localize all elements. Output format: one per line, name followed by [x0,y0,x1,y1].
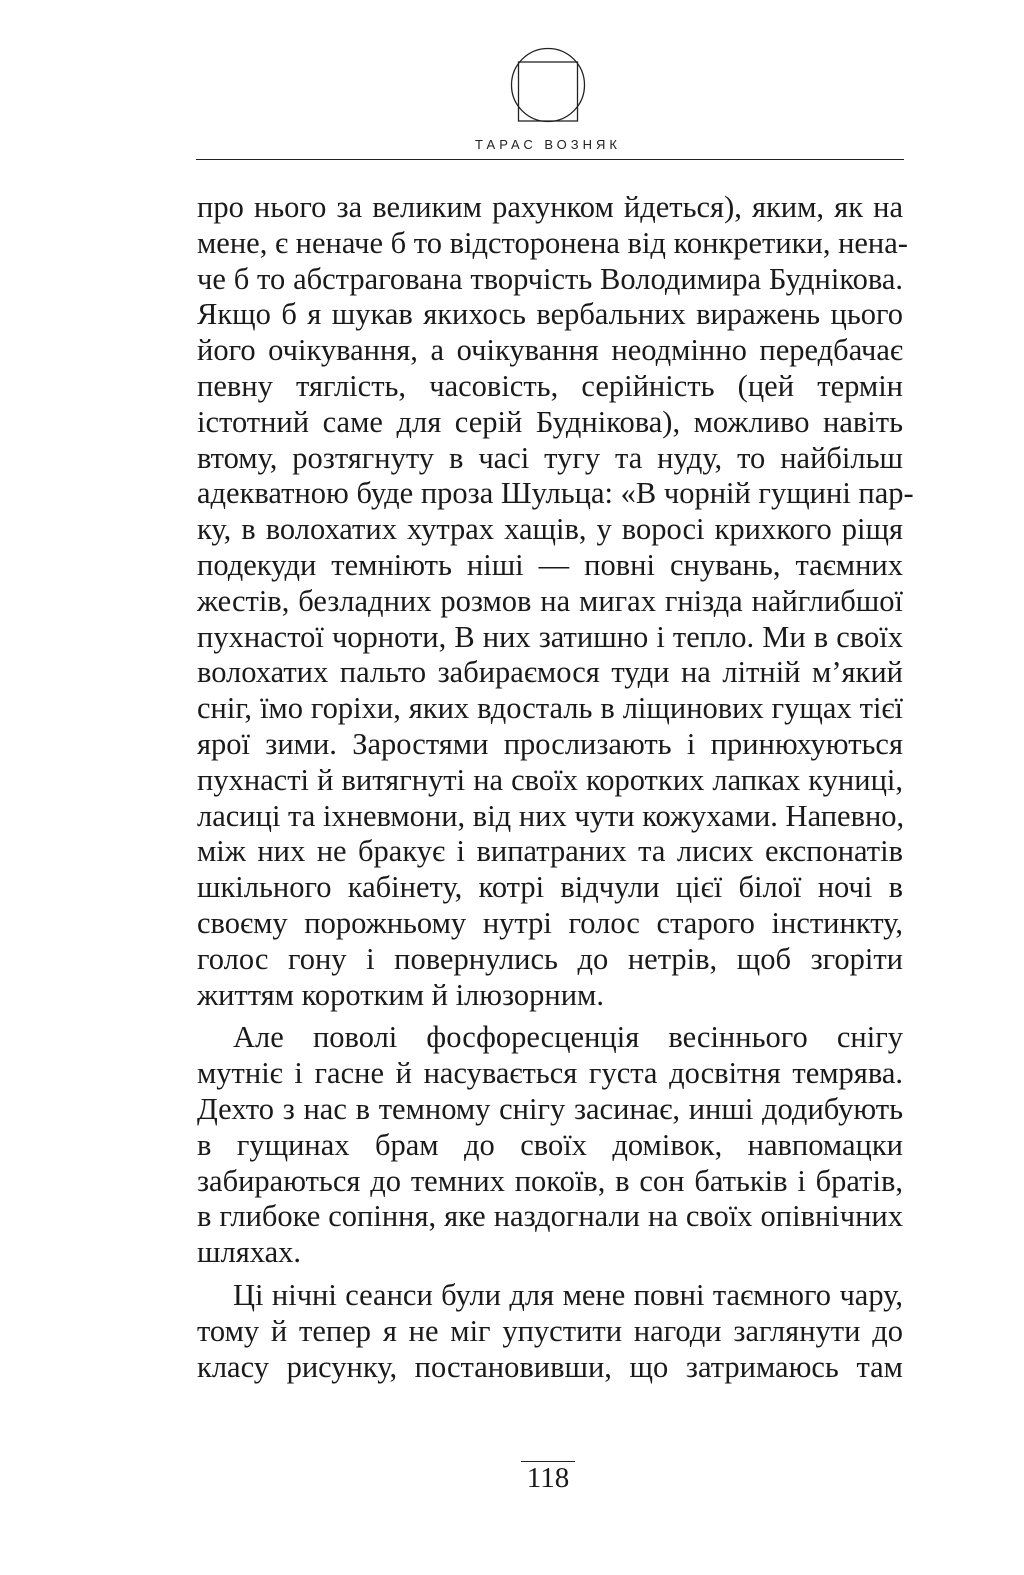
text-line: шляхах. [197,1235,301,1270]
body-text [197,190,914,1385]
page-number-value: 118 [521,1461,575,1494]
text-line: мене, є неначе б то відсторонена від конкретики, нена- [197,225,908,260]
text-line: забираються до темних покоїв, в сон батьків і братів, [197,1163,903,1198]
text-line: про нього за великим рахунком йдеться), яким, як на [197,190,903,224]
text-line: адекватною буде проза Шульца: «В чорній гущині пар- [197,476,914,511]
text-line: Дехто з нас в темному снігу засинає, инші додибують [197,1091,903,1126]
text-line: подекуди темніють ніші — повні снувань, таємних [197,547,903,582]
text-line: класу рисунку, постановивши, що затримаюсь там [197,1349,903,1384]
text-line: певну тяглість, часовість, серійність (цей термін [197,368,903,403]
page-number [0,1462,1024,1495]
text-line: волохатих пальто забираємося туди на літній м’який [197,655,903,690]
text-line: ку, в волохатих хутрах хащів, у воросі крихкого ріщя [197,512,903,547]
text-line: своєму порожньому нутрі голос старого інстинкту, [197,905,903,940]
text-line: ласиці та іхневмони, від них чути кожухами. Напевно, [197,798,905,833]
text-line: Якщо б я шукав якихось вербальних виражень цього [197,297,903,332]
text-line: між них не бракує і випатраних та лисих експонатів [197,834,903,869]
text-line: сніг, їмо горіхи, яких вдосталь в ліщинових гущах тієї [197,691,903,726]
text-line: істотний саме для серій Буднікова), можливо навіть [197,404,903,439]
text-line: шкільного кабінету, котрі відчули цієї білої ночі в [197,870,903,905]
text-line: пухнасті й витягнуті на своїх коротких лапках куниці, [197,762,903,797]
header-rule [196,159,904,160]
text-line: тому й тепер я не міг упустити нагоди заглянути до [197,1313,903,1348]
text-line: жестів, безладних розмов на мигах гнізда найглибшої [197,583,903,618]
text-line: його очікування, а очікування неодмінно передбачає [197,333,903,368]
text-line: голос гону і повернулись до нетрів, щоб згоріти [197,941,903,976]
text-line: пухнастої чорноти, В них затишно і тепло. Ми в своїх [197,619,903,654]
text-line: Ці нічні сеанси були для мене повні таємного чару, [233,1277,903,1312]
text-line: че б то абстрагована творчість Володимира Буднікова. [197,261,903,296]
circle-square-emblem-icon [510,47,586,123]
text-line: життям коротким й ілюзорним. [197,977,604,1012]
text-line: мутніє і гасне й насувається густа досвітня темрява. [197,1056,903,1091]
text-line: втому, розтягнуту в часі тугу та нуду, то найбільш [197,440,903,475]
text-line: Але поволі фосфоресценція весіннього снігу [233,1020,903,1055]
paragraph-2 [197,1020,903,1271]
text-line: в глибоке сопіння, яке наздогнали на своїх опівнічних [197,1199,903,1234]
paragraph-3 [197,1278,903,1385]
text-line: ярої зими. Заростями прослизають і принюхуються [197,726,903,761]
running-head: ТАРАС ВОЗНЯК [475,137,621,152]
paragraph-1 [197,190,914,1013]
text-line: в гущинах брам до своїх домівок, навпомацки [197,1127,903,1162]
